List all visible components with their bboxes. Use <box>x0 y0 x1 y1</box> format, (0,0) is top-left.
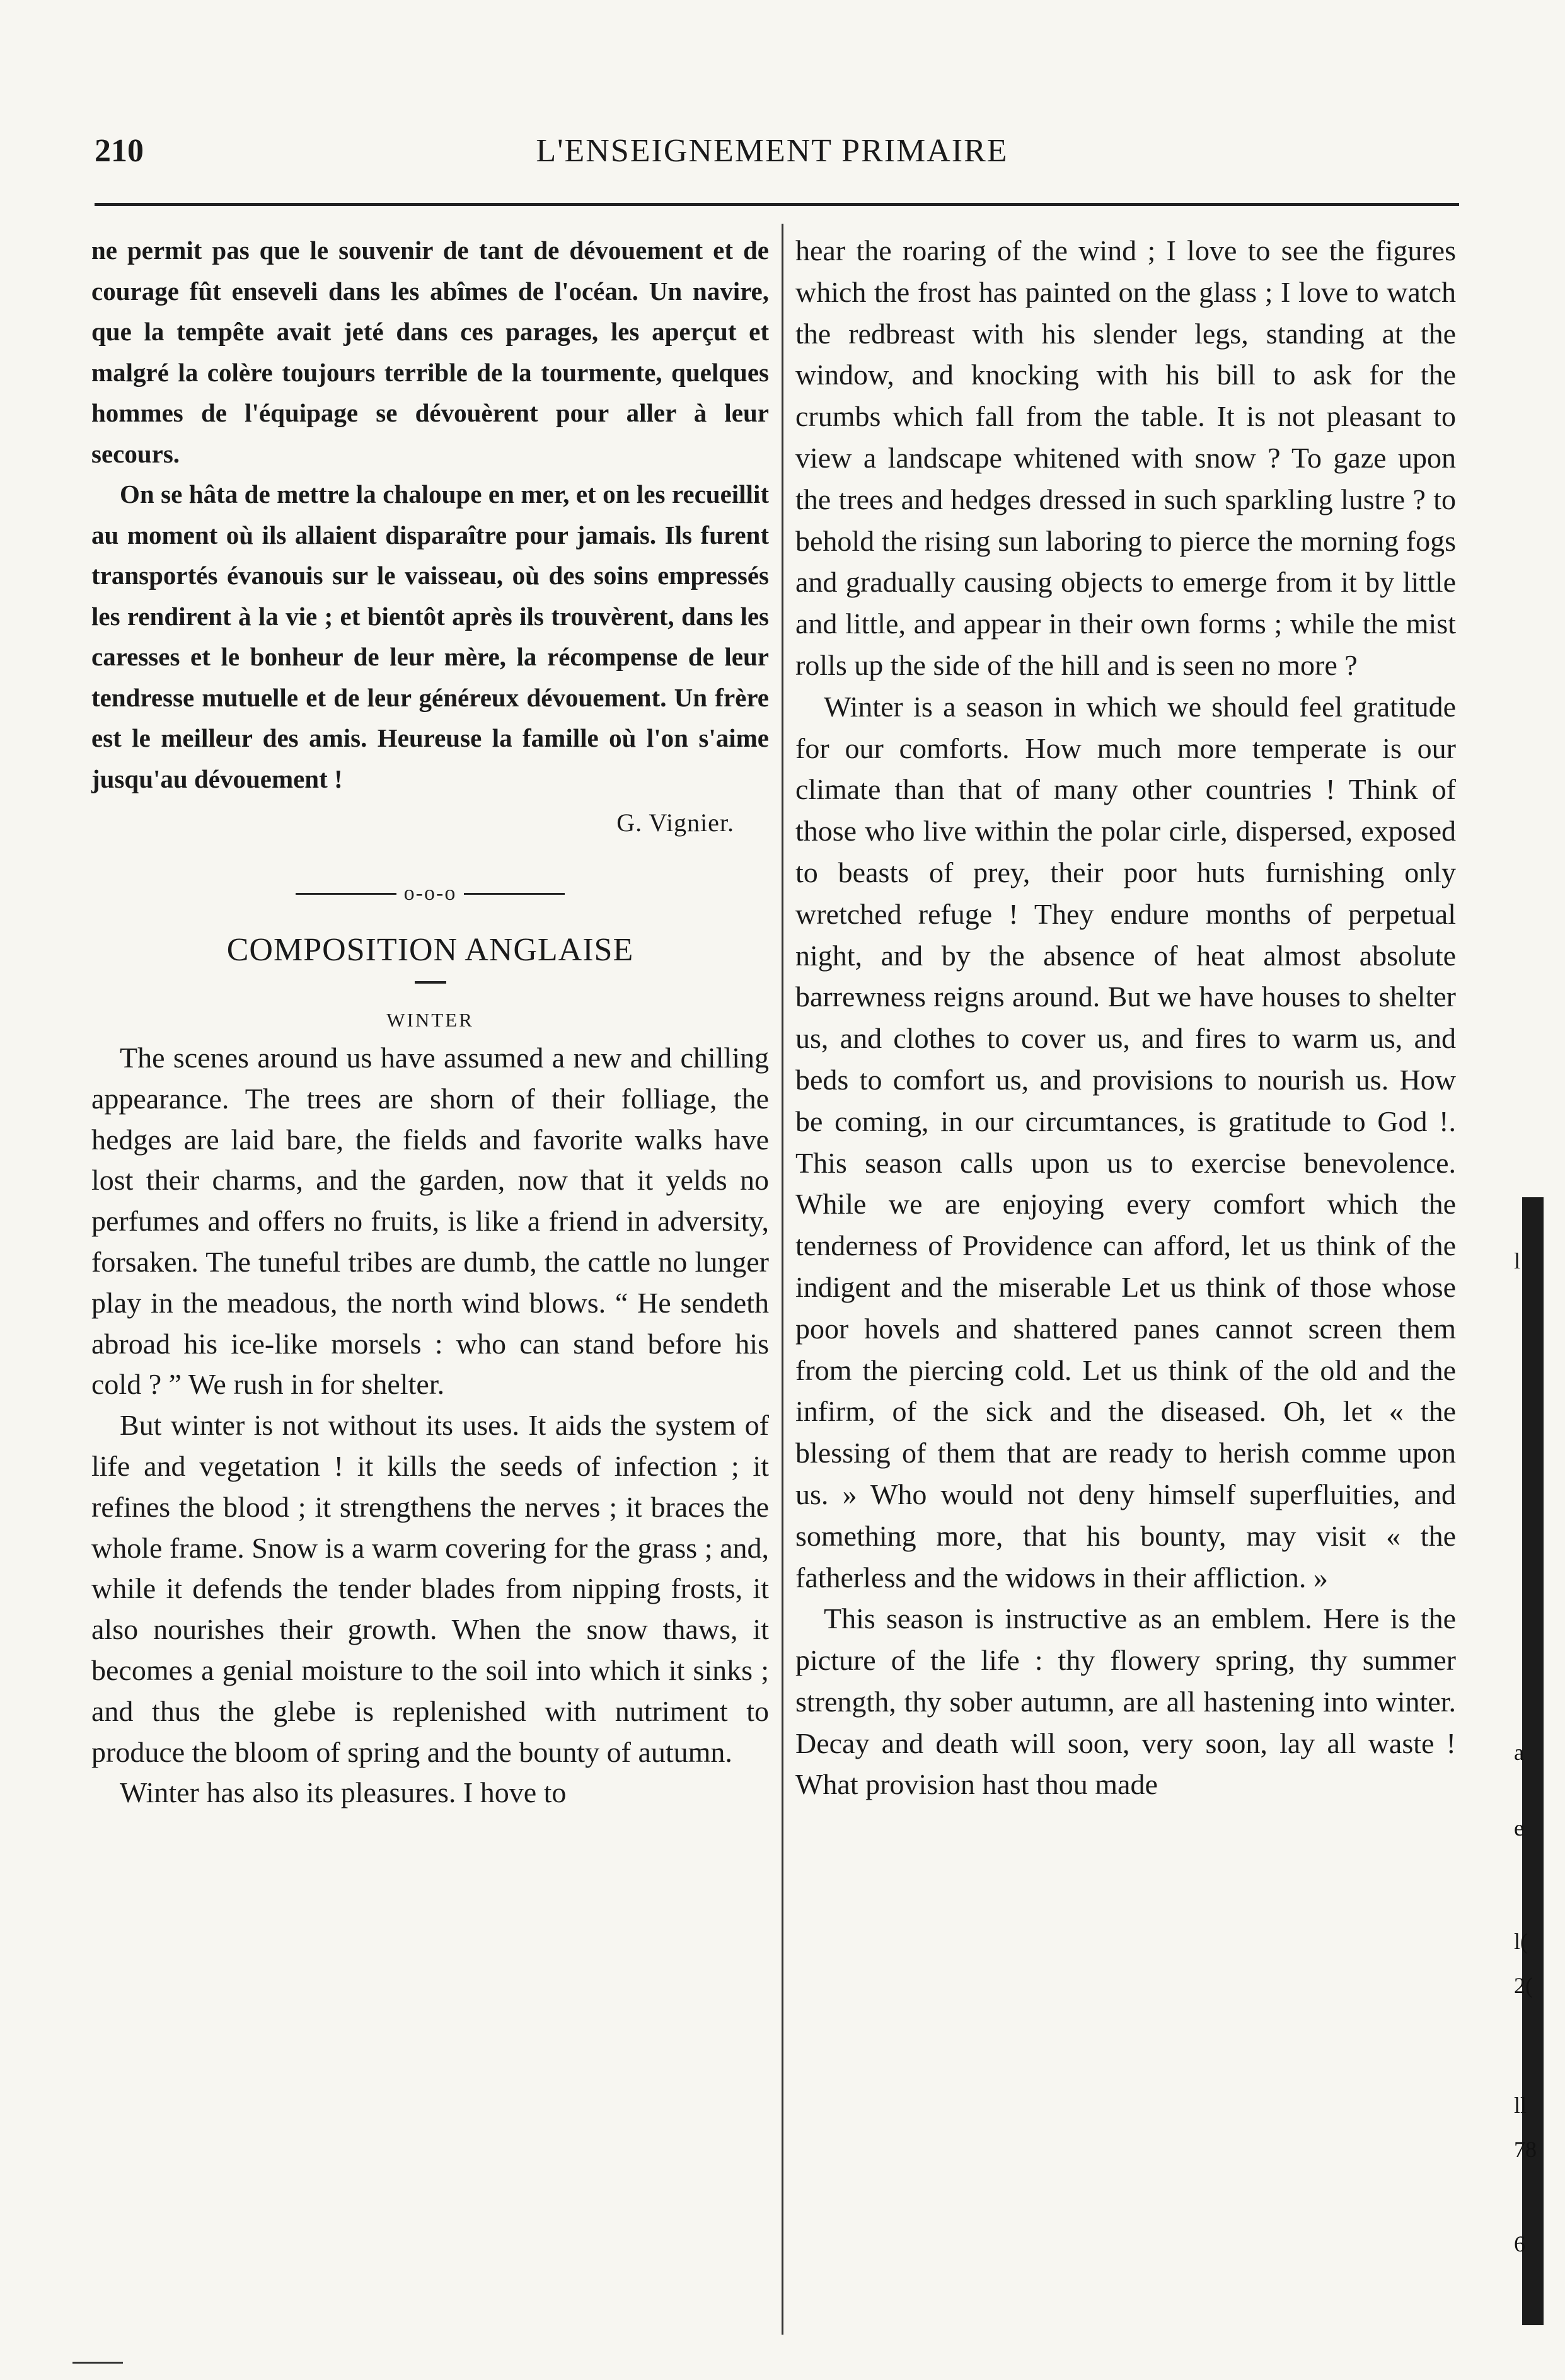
edge-mark: 6 <box>1514 2231 1525 2256</box>
french-paragraph: On se hâta de mettre la chaloupe en mer, et on les recueillit au moment où ils allaient disparaître pour jamais. Ils furent transportés évanouis sur le vaisseau, où des soins empressés les rendirent à la vie ; et bientôt après ils trouvèrent, dans les caresses et le bonheur de leur mère, la récompense de leur tendresse mutuelle et de leur généreux dévouement. Un frère est le meilleur des amis. Heureuse la famille où l'on s'aime jusqu'au dévouement ! <box>91 480 769 793</box>
article-subtitle: WINTER <box>386 1009 474 1031</box>
header-rule <box>95 203 1459 206</box>
page-number: 210 <box>95 133 144 169</box>
edge-mark: e <box>1514 1815 1524 1841</box>
english-paragraph: The scenes around us have assumed a new and chilling appearance. The trees are shorn of their folliage, the hedges are laid bare, the fields and favorite walks have lost their charms, and the garden, now that it yelds no perfumes and offers no fruits, is like a friend in adversity, forsaken. The tuneful tribes are dumb, the cattle no lunger play in the meadous, the north wind blows. “ He sendeth abroad his ice-like morsels : who can stand before his cold ? ” We rush in for shelter. <box>91 1042 769 1401</box>
ornament-line <box>296 893 396 895</box>
french-text <box>91 230 769 799</box>
edge-mark: l( <box>1514 1929 1528 1954</box>
edge-mark: l <box>1514 1248 1521 1273</box>
section-ornament <box>91 881 769 906</box>
french-paragraph: ne permit pas que le souvenir de tant de dévouement et de courage fût enseveli dans les abîmes de l'océan. Un navire, que la tempête avait jeté dans ces parages, les aperçut et malgré la colère toujours terrible de la tourmente, quelques hommes de l'équipage se dévouèrent pour aller à leur secours. <box>91 236 769 468</box>
english-paragraph: But winter is not without its uses. It aids the system of life and vegetation ! it kills the seeds of infection ; it refines the blood ; it strengthens the nerves ; it braces the whole frame. Snow is a warm covering for the grass ; and, while it defends the tender blades from nipping frosts, it also nourishes their growth. When the snow thaws, it becomes a genial moisture to the soil into which it sinks ; and thus the glebe is replenished with nutriment to produce the bloom of spring and the bounty of autumn. <box>91 1409 769 1768</box>
edge-mark: 78 <box>1514 2137 1537 2162</box>
right-column <box>795 230 1456 1805</box>
column-divider <box>782 224 783 2335</box>
author-signature: G. Vignier. <box>616 808 734 837</box>
english-paragraph: This season is instructive as an emblem. Here is the picture of the life : thy flowery spring, thy summer strength, thy sober autumn, are all hastening into winter. Decay and death will soon, very soon, lay all waste ! What provision hast thou made <box>795 1602 1456 1801</box>
section-title: COMPOSITION ANGLAISE <box>226 932 634 968</box>
english-paragraph: Winter is a season in which we should feel gratitude for our comforts. How much more temperate is our climate than that of many other countries ! Think of those who live within the polar cirle, dispersed, exposed to beasts of prey, their poor huts furnishing only wretched refuge ! They endure months of perpetual night, and by the absence of heat almost absolute barrewness reigns around. But we have houses to shelter us, and clothes to cover us, and fires to warm us, and beds to comfort us, and provisions to nourish us. How be coming, in our circumtances, is gratitude to God !. This season calls upon us to exercise benevolence. While we are enjoying every comfort which the tenderness of Providence can afford, let us think of the indigent and the miserable Let us think of those whose poor hovels and shattered panes cannot screen them from the piercing cold. Let us think of the old and the infirm, of the sick and the diseased. Oh, let « the blessing of them that are ready to herish comme upon us. » Who would not deny himself superfluities, and something more, that his bounty, may visit « the fatherless and the widows in their affliction. » <box>795 690 1456 1594</box>
page-header <box>95 132 1450 189</box>
english-text-continued <box>795 230 1456 1805</box>
edge-mark: ll <box>1514 2093 1527 2118</box>
left-column <box>91 230 769 1814</box>
english-paragraph: Winter has also its pleasures. I hove to <box>120 1776 567 1809</box>
edge-mark: 2( <box>1514 1973 1533 1998</box>
ornament-line <box>464 893 565 895</box>
english-paragraph: hear the roaring of the wind ; I love to see the figures which the frost has painted on the glass ; I love to watch the redbreast with his slender legs, standing at the window, and knocking with his bill to ask for the crumbs which fall from the table. It is not pleasant to view a landscape whitened with snow ? To gaze upon the trees and hedges dressed in such sparkling lustre ? to behold the rising sun laboring to pierce the morning fogs and gradually causing objects to emerge from it by little and little, and appear in their own forms ; while the mist rolls up the side of the hill and is seen no more ? <box>795 234 1456 681</box>
title-rule <box>415 981 446 984</box>
running-title: L'ENSEIGNEMENT PRIMAIRE <box>536 133 1008 169</box>
english-text <box>91 1038 769 1814</box>
edge-mark: a <box>1514 1740 1524 1765</box>
bottom-rule <box>72 2362 123 2364</box>
ornament-glyph: o-o-o <box>403 882 457 905</box>
